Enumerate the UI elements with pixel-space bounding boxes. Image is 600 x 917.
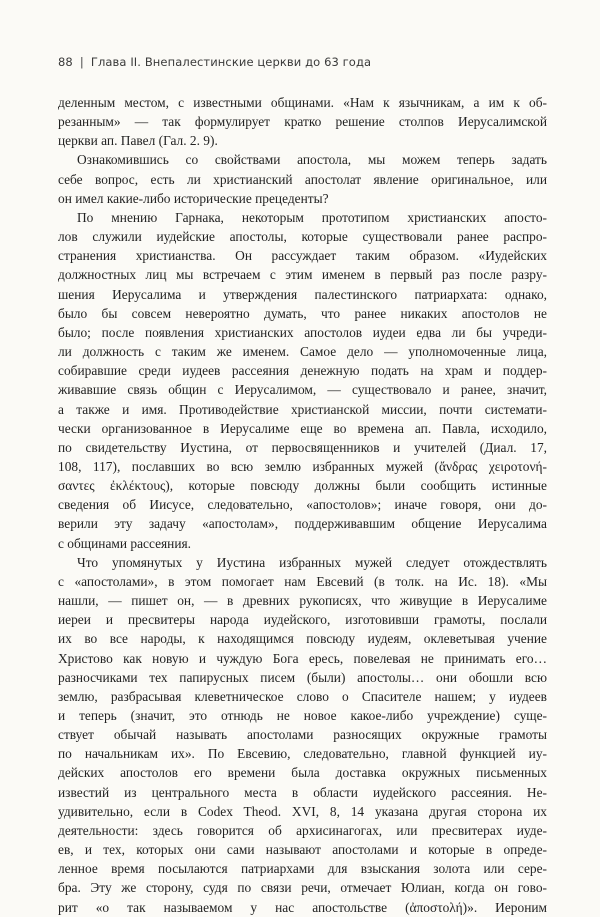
text-line: и теперь (значит, это отнюдь не новое какое-либо учреждение) суще- <box>58 708 547 723</box>
text-line: разносчиками тех папирусных писем (были) апостолы… они обошли всю <box>58 669 547 685</box>
text-line: лов служили иудейские апостолы, которые существовали ранее распро- <box>58 229 547 245</box>
text-line: их во все народы, к находящимся повсюду иудеям, оклеветывая учение <box>58 631 547 647</box>
text-line: землю, разбрасывая клеветническое слово о Спасителе нашем; у иудеев <box>58 688 547 704</box>
text-line: собиравшие среди иудеев рассеяния денежную подать на храм и поддер- <box>58 363 547 379</box>
text-line: с «апостолами», в этом помогает нам Евсевий (в толк. на Ис. 18). «Мы <box>58 573 547 589</box>
text-line: ленное время посылаются патриархами для взыскания золота или сере- <box>58 861 547 877</box>
text-line: деленным местом, с известными общинами. «Нам к язычникам, а им к об- <box>58 95 547 110</box>
text-line: по начальникам их». По Евсевию, следовательно, главной функцией иу- <box>58 746 547 762</box>
text-line: дейских апостолов его времени была доставка окружных письменных <box>58 765 547 781</box>
header-separator: | <box>79 55 84 69</box>
text-line: σαντες ἐκλέκτους), которые повсюду должны были сообщить истинные <box>58 478 547 494</box>
text-line: живавшие связь общин с Иерусалимом, — существовало и ранее, значит, <box>58 382 547 398</box>
text-line: рит «о так называемом у нас апостольстве (ἀποστολή)». Иероним <box>58 899 547 915</box>
text-line: он имел какие-либо исторические прецеденты? <box>58 190 329 206</box>
text-line: с общинами рассеяния. <box>58 535 192 551</box>
body-text <box>58 93 547 917</box>
text-line: известий из центрального места в области иудейского рассеяния. Не- <box>58 784 547 800</box>
text-line: Христово как новую и чуждую Бога ересь, повелевая не принимать его… <box>58 650 547 666</box>
paragraph <box>58 553 547 917</box>
page-number: 88 <box>58 55 73 69</box>
text-line: верили эту задачу «апостолам», поддерживавшим общение Иерусалима <box>58 516 547 532</box>
text-line: ствует обычай называть апостолами разносящих окружные грамоты <box>58 727 547 743</box>
text-line: было; после появления христианских апостолов иудеи едва ли бы учреди- <box>58 324 547 340</box>
text-line: себе вопрос, есть ли христианский апостолат явление оригинальное, или <box>58 171 547 187</box>
text-line: шения Иерусалима и утверждения палестинского патриархата: однако, <box>58 286 547 302</box>
paragraph <box>58 150 547 207</box>
running-header <box>58 55 548 71</box>
text-line: было бы совсем невероятно думать, что ранее никаких апостолов не <box>58 305 547 321</box>
text-line: Ознакомившись со свойствами апостола, мы можем теперь задать <box>77 152 547 168</box>
text-line: а также и имя. Противодействие христианской миссии, почти системати- <box>58 401 547 417</box>
text-line: деятельности: здесь говорится об архисинагогах, или пресвитерах иуде- <box>58 822 547 838</box>
text-line: 108, 117), пославших во всю землю избранных мужей (ἄνδρας χειροτονή- <box>58 458 547 474</box>
text-line: церкви ап. Павел (Гал. 2. 9). <box>58 133 218 149</box>
text-line: ев, и тех, которых они сами называют апостолами и которые в опреде- <box>58 842 547 858</box>
text-line: должностных лиц мы встречаем с этим именем в первый раз после разру- <box>58 267 547 283</box>
text-line: По мнению Гарнака, некоторым прототипом христианских апосто- <box>77 209 547 225</box>
running-title: Глава II. Внепалестинские церкви до 63 года <box>90 55 372 69</box>
text-line: сведения об Иисусе, следовательно, «апостолов»; иначе говоря, они до- <box>58 497 547 513</box>
text-line: иереи и пресвитеры народа иудейского, изготовивши грамоты, послали <box>58 612 547 628</box>
text-line: резанным» — так формулирует кратко решение столпов Иерусалимской <box>58 114 547 130</box>
text-line: нашли, — пишет он, — в древних рукописях, что живущие в Иерусалиме <box>58 593 547 609</box>
text-line: удивительно, если в Codex Theod. XVI, 8, 14 указана другая сторона их <box>58 803 547 819</box>
text-line: ли должность с таким же именем. Самое дело — уполномоченные лица, <box>58 344 547 360</box>
paragraph <box>58 208 547 553</box>
text-line: по свидетельству Иустина, от первосвященников и учителей (Диал. 17, <box>58 439 547 455</box>
text-line: странения христианства. Он рассуждает таким образом. «Иудейских <box>58 248 547 264</box>
text-line: Что упомянутых у Иустина избранных мужей следует отождествлять <box>77 554 547 570</box>
text-line: бра. Эту же сторону, судя по связи речи, отмечает Юлиан, когда он гово- <box>58 880 547 896</box>
text-line: чески организованное в Иерусалиме еще во времена ап. Павла, исходило, <box>58 420 547 436</box>
paragraph <box>58 93 547 150</box>
